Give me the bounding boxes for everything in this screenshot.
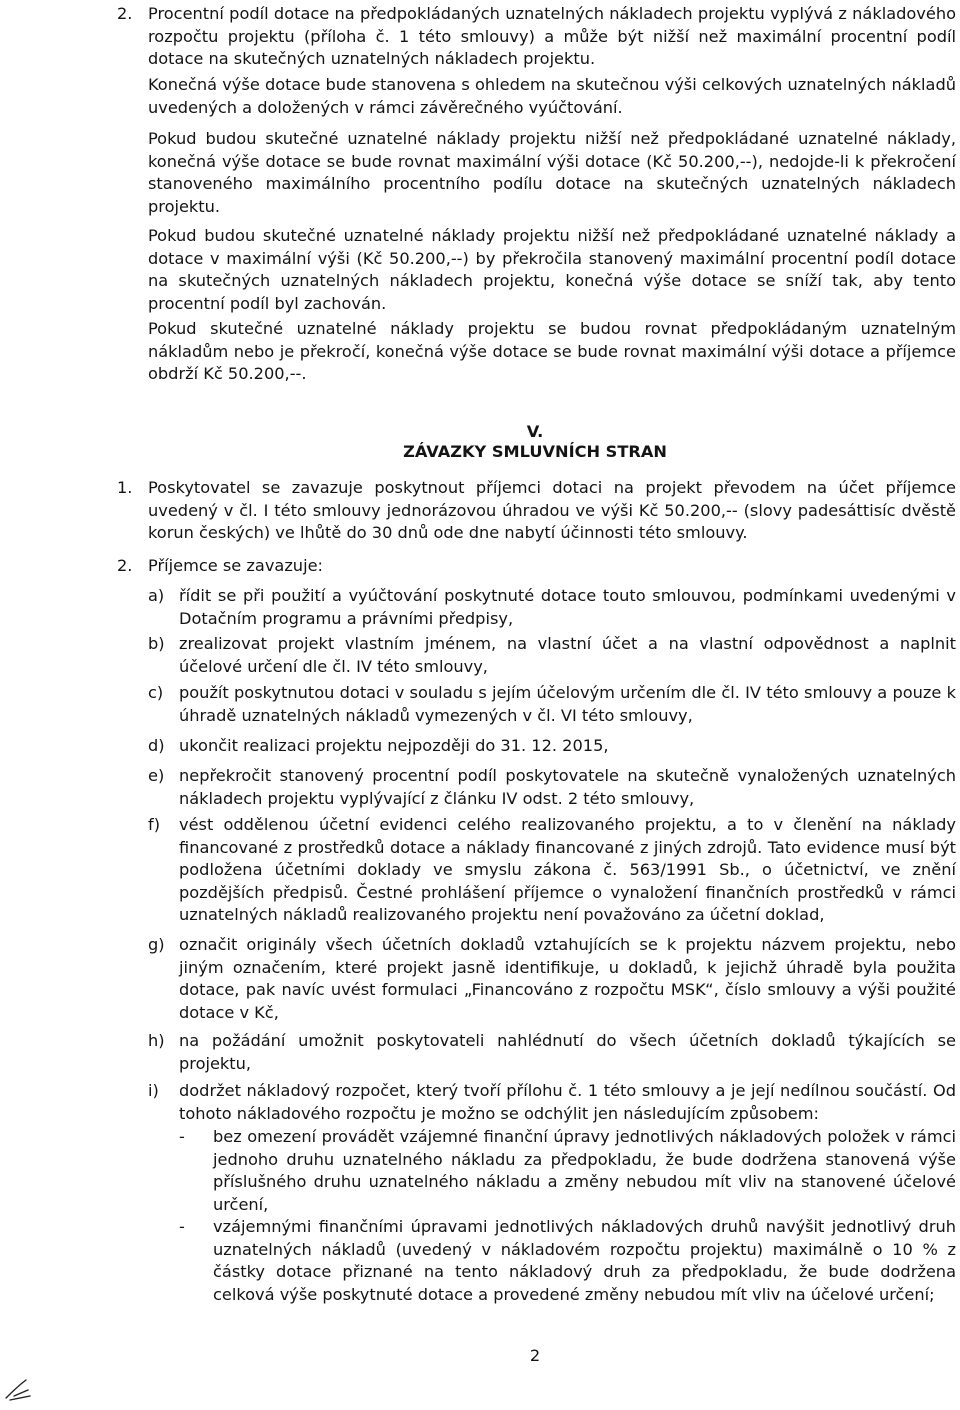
item-number: 2.: [117, 556, 133, 575]
dash-item-text: vzájemnými finančními úpravami jednotlivých nákladových druhů navýšit jednotlivý druh uznatelných nákladů (uvedený v nákladovém rozpočtu projektu) maximálně o 10 % z částky dotace přiznané na tento nákladový druh za předpokladu, že bude dodržena celková výše poskytnuté dotace a provedené změny nebudou mít vliv na účelové určení;: [213, 1217, 956, 1304]
item-number: 1.: [117, 478, 133, 497]
list-item: označit originály všech účetních dokladů vztahujících se k projektu názvem projektu, nebo jiným označením, které projekt jasně identifikuje, u dokladů, k jejichž úhradě byla použita dotace, pak navíc uvést formulaci „Financováno z rozpočtu MSK“, číslo smlouvy a výši použité dotace v Kč,: [179, 935, 956, 1022]
dash-list-item: [179, 1126, 956, 1216]
section-title: ZÁVAZKY SMLUVNÍCH STRAN: [403, 442, 667, 461]
list-letter: i): [148, 1081, 159, 1100]
paragraph: Pokud budou skutečné uznatelné náklady projektu nižší než předpokládané uznatelné náklady a dotace v maximální výši (Kč 50.200,--) by překročila stanovený maximální procentní podíl dotace na skutečných uznatelných nákladech projektu, konečná výše dotace se sníží tak, aby tento procentní podíl byl zachován.: [148, 226, 956, 313]
list-item: vést oddělenou účetní evidenci celého realizovaného projektu, a to v členění na náklady financované z prostředků dotace a náklady financované z jiných zdrojů. Tato evidence musí být podložena účetními doklady ve smyslu zákona č. 563/1991 Sb., o účetnictví, ve znění pozdějších předpisů. Čestné prohlášení příjemce o vynaložení finančních prostředků v rámci uznatelných nákladů realizovaného projektu není považováno za účetní doklad,: [179, 815, 956, 925]
dash-item-text: bez omezení provádět vzájemné finanční úpravy jednotlivých nákladových položek v rámci jednoho druhu uznatelného nákladu za předpokladu, že bude dodržena stanovená výše příslušného druhu uznatelného nákladu a změny nebudou mít vliv na stanovené účelové určení,: [213, 1127, 956, 1214]
paragraph: Příjemce se zavazuje:: [148, 556, 323, 575]
list-letter: h): [148, 1031, 165, 1050]
list-item: ukončit realizaci projektu nejpozději do 31. 12. 2015,: [179, 736, 609, 755]
paragraph: Konečná výše dotace bude stanovena s ohledem na skutečnou výši celkových uznatelných nákladů uvedených a doložených v rámci závěrečného vyúčtování.: [148, 75, 956, 117]
list-letter: g): [148, 935, 165, 954]
dash-marker: -: [179, 1217, 185, 1236]
dash-list-item: [179, 1216, 956, 1306]
list-item: na požádání umožnit poskytovateli nahlédnutí do všech účetních dokladů týkajících se projektu,: [179, 1031, 956, 1073]
handwritten-initials-mark: [4, 1376, 34, 1402]
list-item: řídit se při použití a vyúčtování poskytnuté dotace touto smlouvou, podmínkami uvedenými v Dotačním programu a právními předpisy,: [179, 586, 956, 628]
list-letter: b): [148, 634, 165, 653]
list-item: zrealizovat projekt vlastním jménem, na vlastní účet a na vlastní odpovědnost a naplnit účelové určení dle čl. IV této smlouvy,: [179, 634, 956, 676]
list-letter: f): [148, 815, 161, 834]
page-number: 2: [529, 1346, 541, 1365]
paragraph: Procentní podíl dotace na předpokládaných uznatelných nákladech projektu vyplývá z nákladového rozpočtu projektu (příloha č. 1 této smlouvy) a může být nižší než maximální procentní podíl dotace na skutečných uznatelných nákladech projektu.: [148, 4, 956, 69]
list-letter: a): [148, 586, 165, 605]
dash-marker: -: [179, 1127, 185, 1146]
list-letter: e): [148, 766, 165, 785]
section-number: V.: [526, 422, 544, 441]
list-letter: d): [148, 736, 165, 755]
list-item: dodržet nákladový rozpočet, který tvoří přílohu č. 1 této smlouvy a je její nedílnou součástí. Od tohoto nákladového rozpočtu je možno se odchýlit jen následujícím způsobem:: [179, 1081, 956, 1123]
item-number: 2.: [117, 4, 133, 23]
paragraph: Pokud budou skutečné uznatelné náklady projektu nižší než předpokládané uznatelné náklady, konečná výše dotace se bude rovnat maximální výši dotace (Kč 50.200,--), nedojde-li k překročení stanoveného maximálního procentního podílu dotace na skutečných uznatelných nákladech projektu.: [148, 129, 956, 216]
paragraph: Poskytovatel se zavazuje poskytnout příjemci dotaci na projekt převodem na účet příjemce uvedený v čl. I této smlouvy jednorázovou úhradou ve výši Kč 50.200,-- (slovy padesáttisíc dvěstě korun českých) ve lhůtě do 30 dnů ode dne nabytí účinnosti této smlouvy.: [148, 478, 956, 543]
list-letter: c): [148, 683, 164, 702]
list-item: nepřekročit stanovený procentní podíl poskytovatele na skutečně vynaložených uznatelných nákladech projektu vyplývající z článku IV odst. 2 této smlouvy,: [179, 766, 956, 808]
paragraph: Pokud skutečné uznatelné náklady projektu se budou rovnat předpokládaným uznatelným nákladům nebo je překročí, konečná výše dotace se bude rovnat maximální výši dotace a příjemce obdrží Kč 50.200,--.: [148, 319, 956, 384]
list-item: použít poskytnutou dotaci v souladu s jejím účelovým určením dle čl. IV této smlouvy a pouze k úhradě uznatelných nákladů vymezených v čl. VI této smlouvy,: [179, 683, 956, 725]
